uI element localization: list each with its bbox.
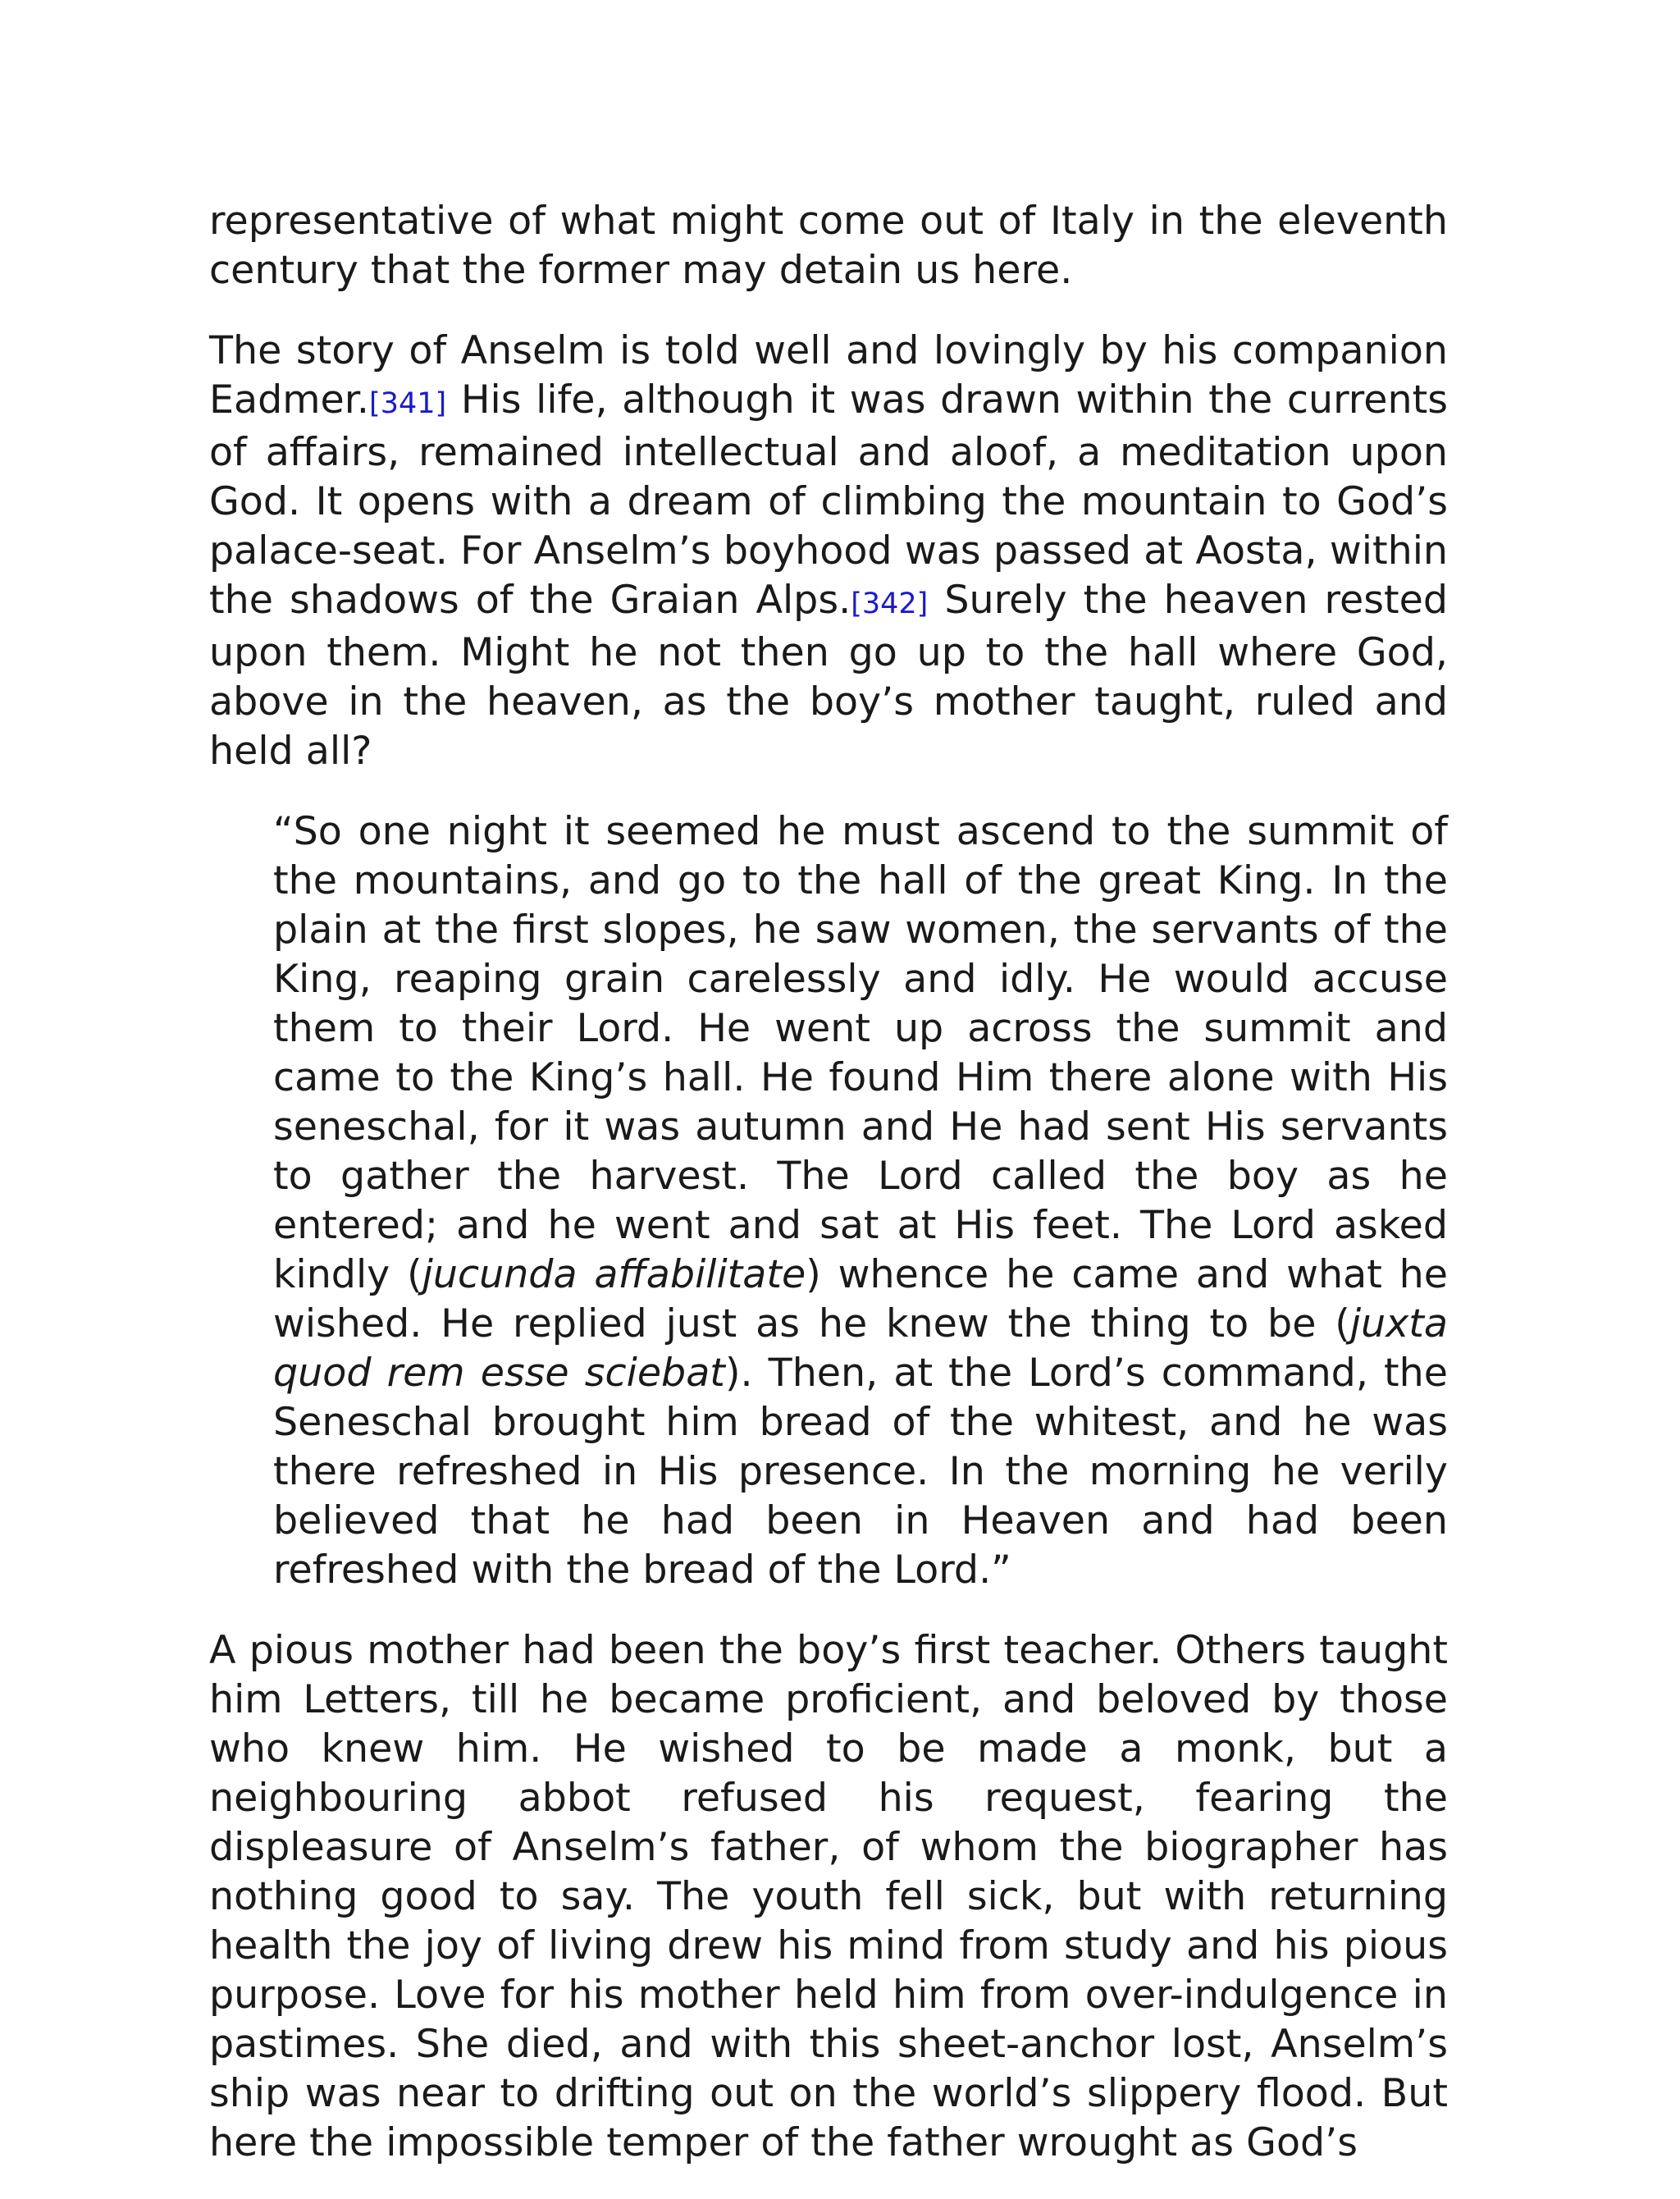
paragraph-continuation: representative of what might come out of Italy in the eleventh century that the former may detain us here. [209,199,1448,293]
paragraph-text: The story of Anselm is told well and lovingly by his companion Eadmer. [209,328,1448,423]
paragraph-anselm-story [209,327,1448,776]
page-body [209,197,1448,2199]
block-quote-dream [273,807,1448,1595]
footnote-link-341[interactable]: [341] [369,387,447,420]
latin-phrase: juxta quod rem esse sciebat [273,1301,1448,1396]
paragraph-mother-teacher: A pious mother had been the boy’s first teacher. Others taught him Letters, till he became proficient, and beloved by those who knew him. He wished to be made a monk, but a neighbouring abbot refused his request, fearing the displeasure of Anselm’s father, of whom the biographer has nothing good to say. The youth fell sick, but with returning health the joy of living drew his mind from study and his pious purpose. Love for his mother held him from over-indulgence in pastimes. She died, and with this sheet-anchor lost, Anselm’s ship was near to drifting out on the world’s slippery flood. But here the impossible temper of the father wrought as God’s [209,1628,1448,2165]
quote-text: “So one night it seemed he must ascend to the summit of the mountains, and go to the hall of the great King. In the plain at the first slopes, he saw women, the servants of the King, reaping grain carelessly and idly. He would accuse them to their Lord. He went up across the summit and came to the King’s hall. He found Him there alone with His seneschal, for it was autumn and He had sent His servants to gather the harvest. The Lord called the boy as he entered; and he went and sat at His feet. The Lord asked kindly ( [273,809,1448,1297]
latin-phrase: jucunda affabilitate [422,1252,806,1297]
footnote-link-342[interactable]: [342] [851,587,929,620]
paragraph-text: His life, although it was drawn within the currents of affairs, remained intellectual and aloof, a meditation upon God. It opens with a dream of climbing the mountain to God’s palace-seat. For Anselm’s boyhood was passed at Aosta, within the shadows of the Graian Alps. [209,377,1448,623]
quote-text: ). Then, at the Lord’s command, the Seneschal brought him bread of the whitest, and he was there refreshed in His presence. In the morning he verily believed that he had been in Heaven and had been refreshed with the bread of the Lord.” [273,1351,1448,1593]
paragraph-text: Surely the heaven rested upon them. Might he not then go up to the hall where God, above in the heaven, as the boy’s mother taught, ruled and held all? [209,578,1449,774]
quote-paragraph [273,807,1448,1595]
quote-text: ) whence he came and what he wished. He replied just as he knew the thing to be ( [273,1252,1449,1346]
